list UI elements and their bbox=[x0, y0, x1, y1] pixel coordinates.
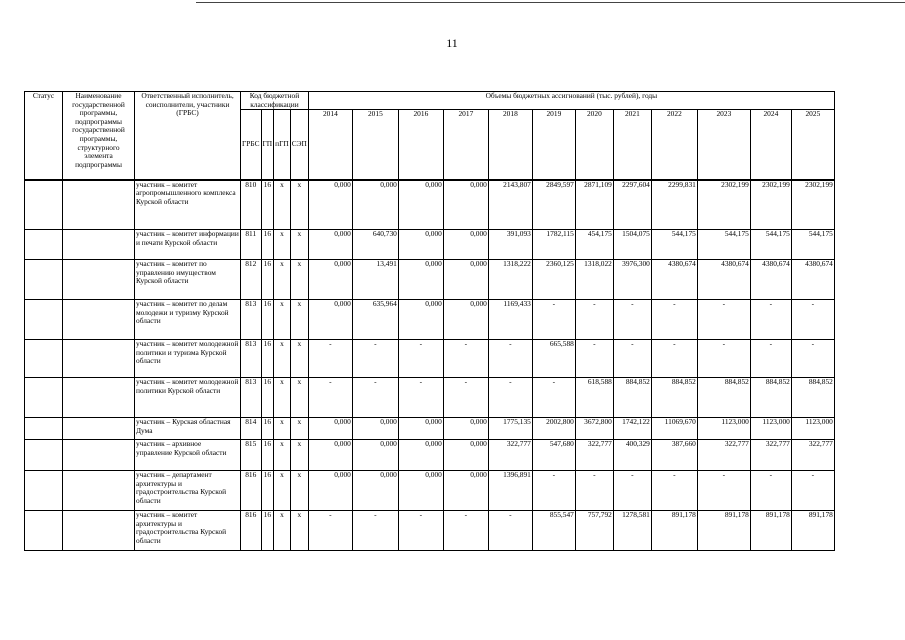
pgp-cell: х bbox=[274, 340, 291, 378]
grbs-cell: 812 bbox=[241, 260, 262, 300]
value-cell: 1775,135 bbox=[488, 418, 532, 440]
value-cell: 2143,807 bbox=[488, 180, 532, 230]
grbs-cell: 813 bbox=[241, 340, 262, 378]
value-cell: 0,000 bbox=[308, 440, 352, 471]
value-cell: 0,000 bbox=[443, 471, 488, 511]
participant-cell: участник – комитет молодежной политики Курской области bbox=[135, 378, 241, 418]
grbs-cell: 813 bbox=[241, 300, 262, 340]
name-cell bbox=[63, 300, 135, 340]
value-cell: 640,730 bbox=[352, 230, 398, 260]
participant-cell: участник – комитет по управлению имуществом Курской области bbox=[135, 260, 241, 300]
sep-cell: х bbox=[290, 471, 308, 511]
value-cell: - bbox=[697, 300, 750, 340]
value-cell: 0,000 bbox=[398, 471, 443, 511]
header-year: 2017 bbox=[443, 110, 488, 180]
table-row bbox=[25, 440, 835, 471]
name-cell bbox=[63, 378, 135, 418]
status-cell bbox=[25, 260, 63, 300]
header-grbs: ГРБС bbox=[241, 110, 262, 180]
header-year: 2018 bbox=[488, 110, 532, 180]
gp-cell: 16 bbox=[261, 418, 274, 440]
value-cell: 0,000 bbox=[443, 440, 488, 471]
value-cell: - bbox=[352, 511, 398, 551]
status-cell bbox=[25, 300, 63, 340]
pgp-cell: х bbox=[274, 300, 291, 340]
value-cell: - bbox=[651, 340, 697, 378]
value-cell: 0,000 bbox=[443, 418, 488, 440]
value-cell: - bbox=[613, 471, 651, 511]
value-cell: - bbox=[750, 340, 791, 378]
value-cell: - bbox=[697, 471, 750, 511]
value-cell: 2297,604 bbox=[613, 180, 651, 230]
value-cell: 884,852 bbox=[697, 378, 750, 418]
name-cell bbox=[63, 511, 135, 551]
value-cell: 884,852 bbox=[651, 378, 697, 418]
top-rule bbox=[196, 2, 905, 3]
grbs-cell: 814 bbox=[241, 418, 262, 440]
value-cell: 757,792 bbox=[575, 511, 613, 551]
table-row bbox=[25, 471, 835, 511]
pgp-cell: х bbox=[274, 180, 291, 230]
value-cell: 0,000 bbox=[398, 418, 443, 440]
name-cell bbox=[63, 440, 135, 471]
value-cell: 0,000 bbox=[443, 180, 488, 230]
pgp-cell: х bbox=[274, 440, 291, 471]
table-row bbox=[25, 260, 835, 300]
header-gp: ГП bbox=[261, 110, 274, 180]
gp-cell: 16 bbox=[261, 230, 274, 260]
value-cell: 2302,199 bbox=[750, 180, 791, 230]
sep-cell: х bbox=[290, 378, 308, 418]
value-cell: 0,000 bbox=[443, 230, 488, 260]
value-cell: 544,175 bbox=[651, 230, 697, 260]
participant-cell: участник – архивное управление Курской области bbox=[135, 440, 241, 471]
value-cell: - bbox=[750, 471, 791, 511]
value-cell: - bbox=[443, 340, 488, 378]
header-year: 2014 bbox=[308, 110, 352, 180]
pgp-cell: х bbox=[274, 511, 291, 551]
value-cell: - bbox=[575, 340, 613, 378]
header-year: 2024 bbox=[750, 110, 791, 180]
sep-cell: х bbox=[290, 260, 308, 300]
pgp-cell: х bbox=[274, 378, 291, 418]
sep-cell: х bbox=[290, 340, 308, 378]
value-cell: 0,000 bbox=[352, 418, 398, 440]
value-cell: - bbox=[308, 511, 352, 551]
value-cell: 4380,674 bbox=[651, 260, 697, 300]
value-cell: 454,175 bbox=[575, 230, 613, 260]
value-cell: - bbox=[613, 340, 651, 378]
value-cell: 1742,122 bbox=[613, 418, 651, 440]
value-cell: 1396,891 bbox=[488, 471, 532, 511]
grbs-cell: 816 bbox=[241, 511, 262, 551]
value-cell: 544,175 bbox=[750, 230, 791, 260]
header-year: 2021 bbox=[613, 110, 651, 180]
value-cell: - bbox=[532, 378, 575, 418]
participant-cell: участник – Курская областная Дума bbox=[135, 418, 241, 440]
header-budget-code: Код бюджетной классификации bbox=[241, 92, 309, 110]
value-cell: 0,000 bbox=[308, 471, 352, 511]
value-cell: 0,000 bbox=[398, 230, 443, 260]
value-cell: - bbox=[791, 300, 834, 340]
value-cell: 891,178 bbox=[791, 511, 834, 551]
value-cell: - bbox=[613, 300, 651, 340]
pgp-cell: х bbox=[274, 260, 291, 300]
status-cell bbox=[25, 378, 63, 418]
value-cell: 0,000 bbox=[398, 440, 443, 471]
value-cell: 0,000 bbox=[352, 180, 398, 230]
value-cell: 400,329 bbox=[613, 440, 651, 471]
value-cell: 2302,199 bbox=[697, 180, 750, 230]
value-cell: 0,000 bbox=[308, 230, 352, 260]
value-cell: 4380,674 bbox=[697, 260, 750, 300]
value-cell: 0,000 bbox=[352, 440, 398, 471]
participant-cell: участник – комитет архитектуры и градостроительства Курской области bbox=[135, 511, 241, 551]
status-cell bbox=[25, 418, 63, 440]
value-cell: 1318,022 bbox=[575, 260, 613, 300]
value-cell: 2360,125 bbox=[532, 260, 575, 300]
value-cell: 0,000 bbox=[443, 260, 488, 300]
value-cell: 322,777 bbox=[697, 440, 750, 471]
value-cell: - bbox=[308, 340, 352, 378]
name-cell bbox=[63, 230, 135, 260]
value-cell: - bbox=[398, 511, 443, 551]
value-cell: 322,777 bbox=[575, 440, 613, 471]
header-pgp: пГП bbox=[274, 110, 291, 180]
status-cell bbox=[25, 471, 63, 511]
name-cell bbox=[63, 418, 135, 440]
grbs-cell: 813 bbox=[241, 378, 262, 418]
value-cell: 1278,581 bbox=[613, 511, 651, 551]
value-cell: - bbox=[750, 300, 791, 340]
value-cell: 618,588 bbox=[575, 378, 613, 418]
name-cell bbox=[63, 340, 135, 378]
table-row bbox=[25, 418, 835, 440]
value-cell: - bbox=[443, 378, 488, 418]
value-cell: 322,777 bbox=[488, 440, 532, 471]
gp-cell: 16 bbox=[261, 440, 274, 471]
budget-table bbox=[24, 91, 835, 551]
value-cell: - bbox=[697, 340, 750, 378]
value-cell: 0,000 bbox=[308, 418, 352, 440]
participant-cell: участник – комитет молодежной политики и туризма Курской области bbox=[135, 340, 241, 378]
pgp-cell: х bbox=[274, 418, 291, 440]
table-row bbox=[25, 340, 835, 378]
value-cell: 2871,109 bbox=[575, 180, 613, 230]
gp-cell: 16 bbox=[261, 180, 274, 230]
value-cell: 1318,222 bbox=[488, 260, 532, 300]
table-row bbox=[25, 378, 835, 418]
value-cell: - bbox=[791, 340, 834, 378]
value-cell: - bbox=[352, 340, 398, 378]
value-cell: 1123,000 bbox=[791, 418, 834, 440]
value-cell: - bbox=[398, 378, 443, 418]
value-cell: - bbox=[398, 340, 443, 378]
participant-cell: участник – комитет агропромышленного комплекса Курской области bbox=[135, 180, 241, 230]
value-cell: 3672,800 bbox=[575, 418, 613, 440]
status-cell bbox=[25, 230, 63, 260]
value-cell: 855,547 bbox=[532, 511, 575, 551]
sep-cell: х bbox=[290, 440, 308, 471]
value-cell: 544,175 bbox=[791, 230, 834, 260]
participant-cell: участник – комитет информации и печати Курской области bbox=[135, 230, 241, 260]
header-sep: СЭП bbox=[290, 110, 308, 180]
grbs-cell: 816 bbox=[241, 471, 262, 511]
sep-cell: х bbox=[290, 300, 308, 340]
page-number: 11 bbox=[446, 36, 458, 50]
grbs-cell: 810 bbox=[241, 180, 262, 230]
header-year: 2016 bbox=[398, 110, 443, 180]
gp-cell: 16 bbox=[261, 511, 274, 551]
value-cell: 665,588 bbox=[532, 340, 575, 378]
value-cell: 0,000 bbox=[352, 471, 398, 511]
value-cell: 0,000 bbox=[443, 300, 488, 340]
gp-cell: 16 bbox=[261, 378, 274, 418]
value-cell: 0,000 bbox=[398, 260, 443, 300]
value-cell: 1782,115 bbox=[532, 230, 575, 260]
value-cell: - bbox=[575, 471, 613, 511]
pgp-cell: х bbox=[274, 230, 291, 260]
value-cell: 1123,000 bbox=[697, 418, 750, 440]
header-volumes: Объемы бюджетных ассигнований (тыс. рублей), годы bbox=[308, 92, 834, 110]
value-cell: - bbox=[532, 300, 575, 340]
value-cell: 391,093 bbox=[488, 230, 532, 260]
value-cell: 322,777 bbox=[791, 440, 834, 471]
table-row bbox=[25, 300, 835, 340]
value-cell: 322,777 bbox=[750, 440, 791, 471]
table-row bbox=[25, 180, 835, 230]
value-cell: 2849,597 bbox=[532, 180, 575, 230]
header-status: Статус bbox=[25, 92, 63, 180]
header-year: 2025 bbox=[791, 110, 834, 180]
value-cell: 1504,075 bbox=[613, 230, 651, 260]
gp-cell: 16 bbox=[261, 300, 274, 340]
value-cell: 2002,800 bbox=[532, 418, 575, 440]
name-cell bbox=[63, 260, 135, 300]
header-name: Наименование государственной программы, подпрограммы государственной программы, структурного элемента подпрограммы bbox=[63, 92, 135, 180]
participant-cell: участник – департамент архитектуры и градостроительства Курской области bbox=[135, 471, 241, 511]
value-cell: 0,000 bbox=[308, 300, 352, 340]
value-cell: - bbox=[651, 471, 697, 511]
status-cell bbox=[25, 440, 63, 471]
value-cell: 0,000 bbox=[308, 260, 352, 300]
header-year: 2019 bbox=[532, 110, 575, 180]
value-cell: - bbox=[488, 511, 532, 551]
value-cell: 3976,300 bbox=[613, 260, 651, 300]
value-cell: - bbox=[791, 471, 834, 511]
value-cell: - bbox=[352, 378, 398, 418]
value-cell: - bbox=[488, 340, 532, 378]
value-cell: 387,660 bbox=[651, 440, 697, 471]
header-year: 2015 bbox=[352, 110, 398, 180]
value-cell: 884,852 bbox=[750, 378, 791, 418]
gp-cell: 16 bbox=[261, 471, 274, 511]
participant-cell: участник – комитет по делам молодежи и туризму Курской области bbox=[135, 300, 241, 340]
value-cell: 891,178 bbox=[750, 511, 791, 551]
value-cell: - bbox=[575, 300, 613, 340]
value-cell: 0,000 bbox=[398, 180, 443, 230]
table-row bbox=[25, 230, 835, 260]
header-executor: Ответственный исполнитель, соисполнители, участники (ГРБС) bbox=[135, 92, 241, 180]
value-cell: 1169,433 bbox=[488, 300, 532, 340]
gp-cell: 16 bbox=[261, 340, 274, 378]
value-cell: - bbox=[532, 471, 575, 511]
value-cell: 11069,670 bbox=[651, 418, 697, 440]
name-cell bbox=[63, 471, 135, 511]
value-cell: - bbox=[651, 300, 697, 340]
sep-cell: х bbox=[290, 511, 308, 551]
value-cell: 1123,000 bbox=[750, 418, 791, 440]
name-cell bbox=[63, 180, 135, 230]
value-cell: 13,491 bbox=[352, 260, 398, 300]
value-cell: 4380,674 bbox=[750, 260, 791, 300]
value-cell: 0,000 bbox=[308, 180, 352, 230]
value-cell: - bbox=[308, 378, 352, 418]
value-cell: 544,175 bbox=[697, 230, 750, 260]
value-cell: 884,852 bbox=[613, 378, 651, 418]
sep-cell: х bbox=[290, 230, 308, 260]
value-cell: 635,964 bbox=[352, 300, 398, 340]
value-cell: 547,680 bbox=[532, 440, 575, 471]
value-cell: - bbox=[443, 511, 488, 551]
header-year: 2020 bbox=[575, 110, 613, 180]
value-cell: 891,178 bbox=[651, 511, 697, 551]
header-year: 2023 bbox=[697, 110, 750, 180]
value-cell: 884,852 bbox=[791, 378, 834, 418]
value-cell: 0,000 bbox=[398, 300, 443, 340]
status-cell bbox=[25, 340, 63, 378]
status-cell bbox=[25, 180, 63, 230]
header-year: 2022 bbox=[651, 110, 697, 180]
sep-cell: х bbox=[290, 180, 308, 230]
gp-cell: 16 bbox=[261, 260, 274, 300]
status-cell bbox=[25, 511, 63, 551]
value-cell: 891,178 bbox=[697, 511, 750, 551]
grbs-cell: 811 bbox=[241, 230, 262, 260]
value-cell: 4380,674 bbox=[791, 260, 834, 300]
value-cell: 2299,831 bbox=[651, 180, 697, 230]
grbs-cell: 815 bbox=[241, 440, 262, 471]
pgp-cell: х bbox=[274, 471, 291, 511]
table-row bbox=[25, 511, 835, 551]
value-cell: 2302,199 bbox=[791, 180, 834, 230]
value-cell: - bbox=[488, 378, 532, 418]
sep-cell: х bbox=[290, 418, 308, 440]
